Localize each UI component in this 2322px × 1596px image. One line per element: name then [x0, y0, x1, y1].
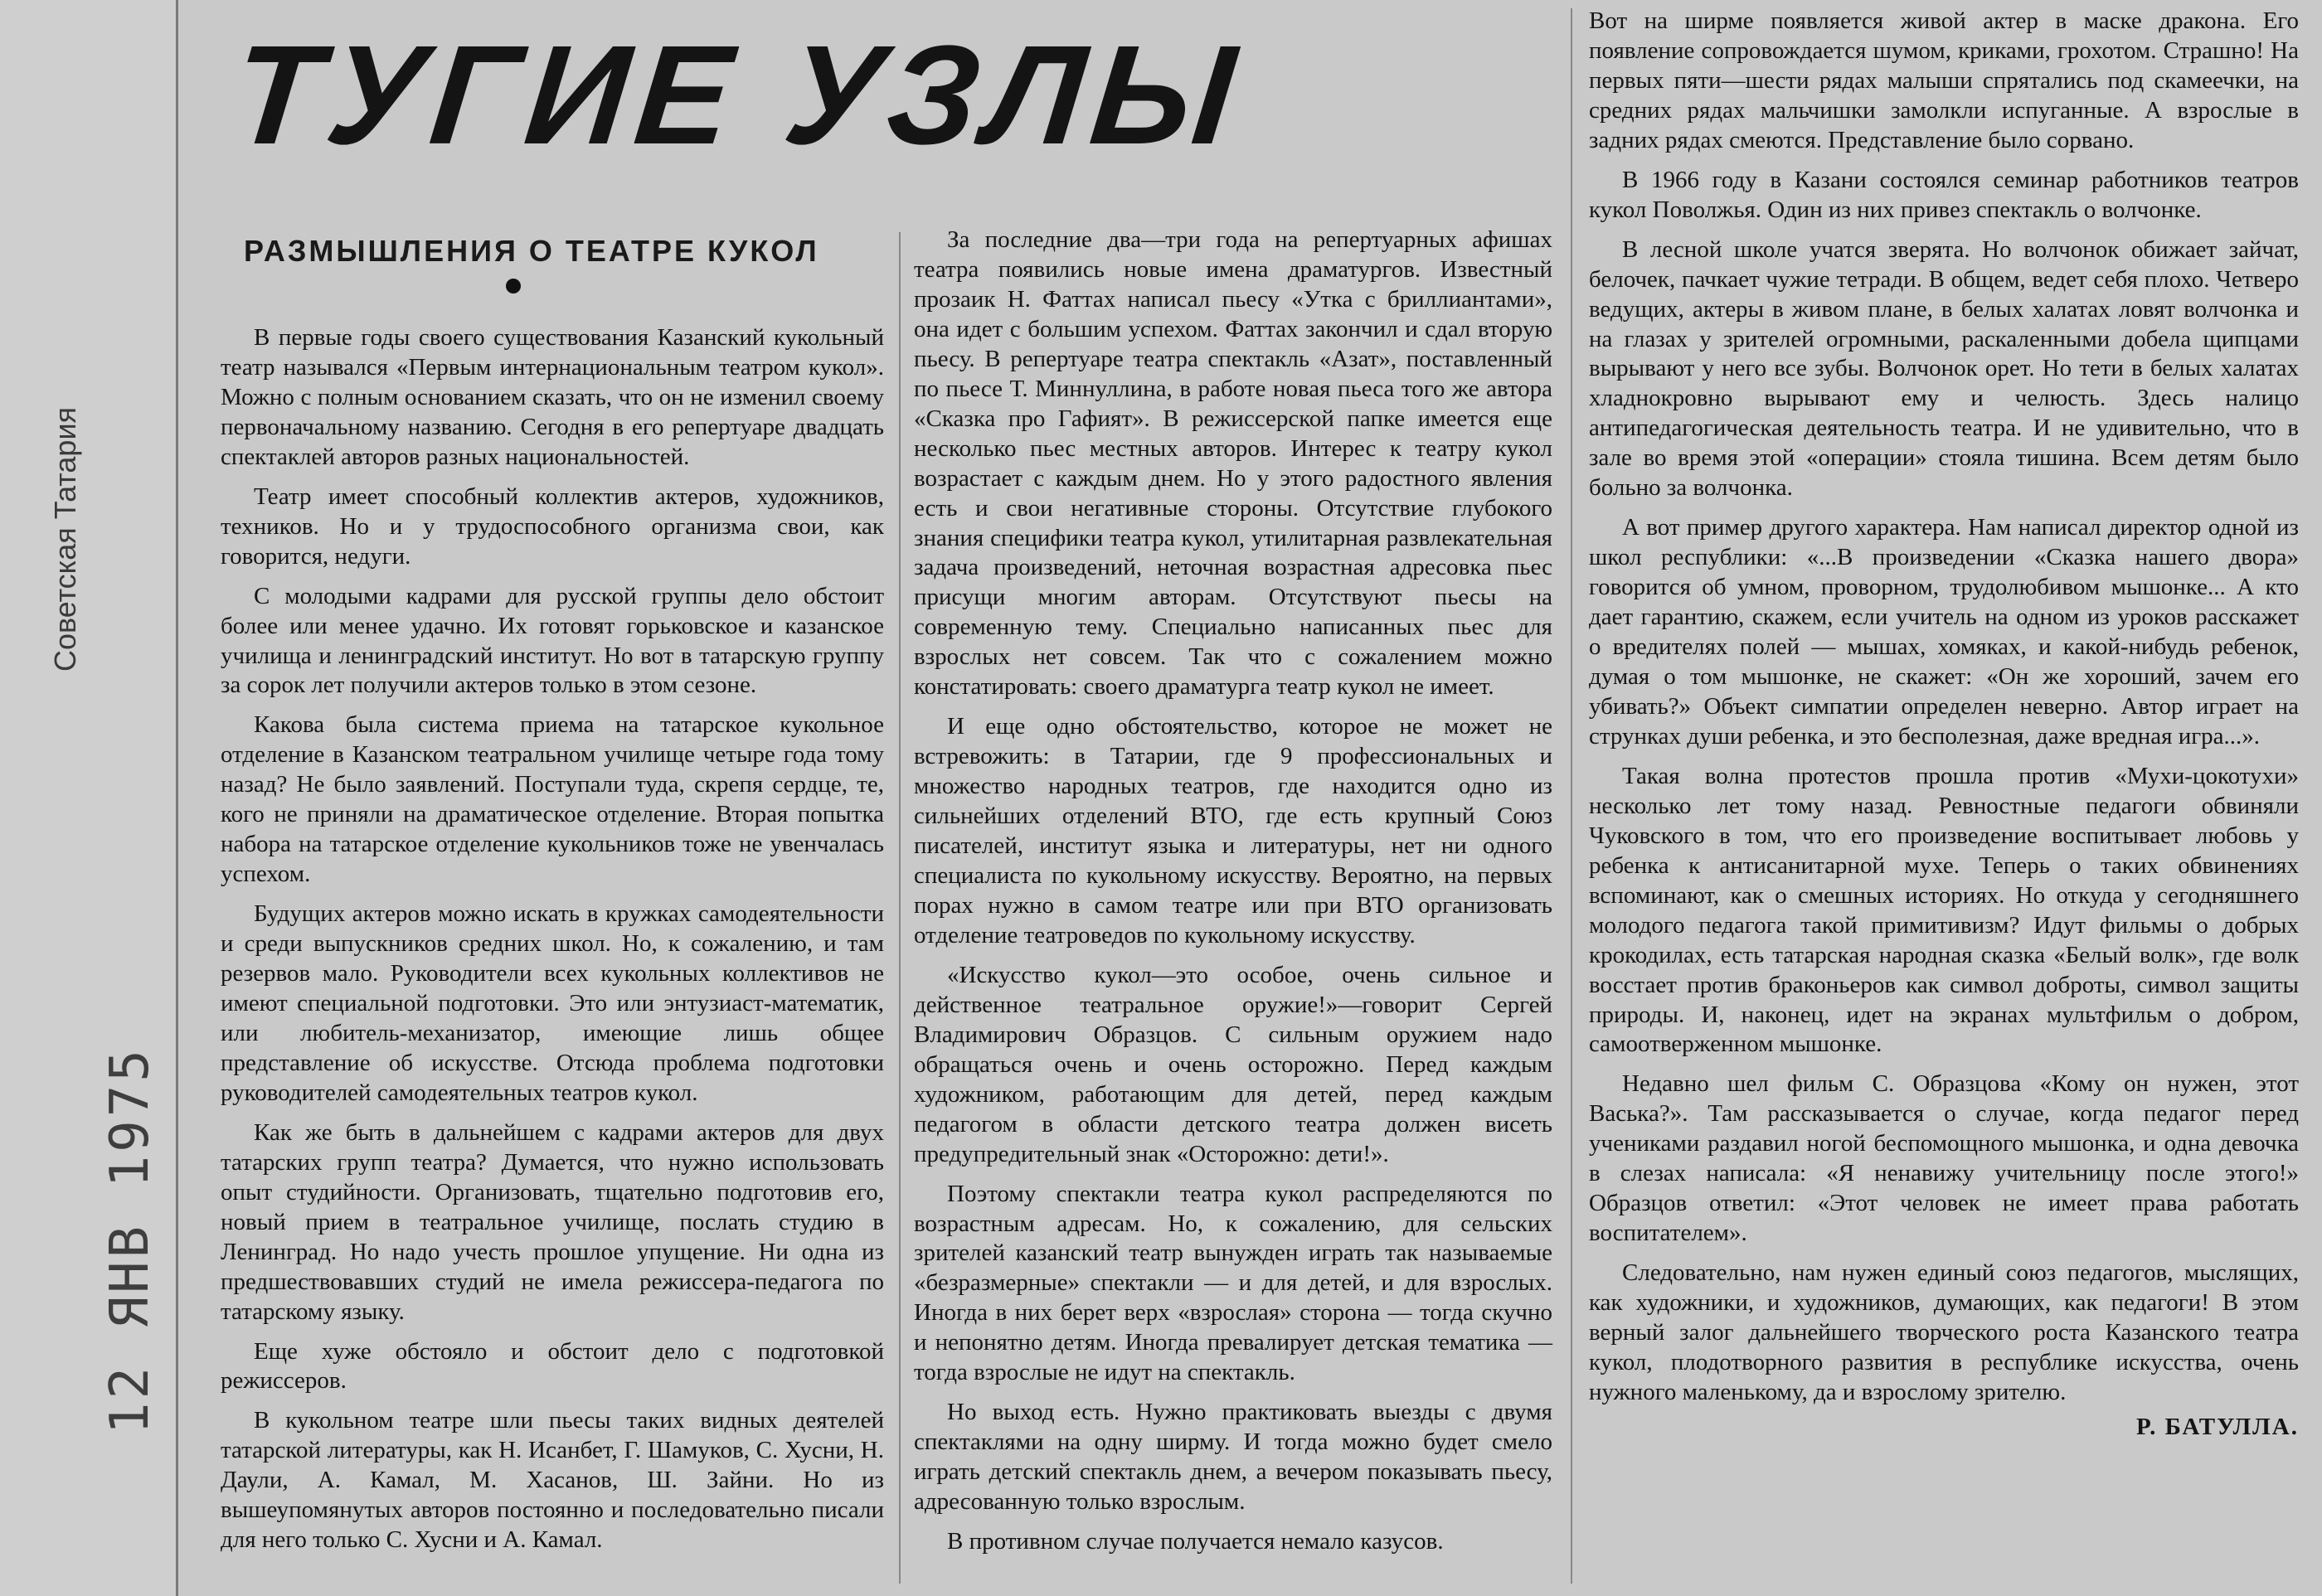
column-divider: [1571, 8, 1572, 1584]
paragraph: Вот на ширме появляется живой актер в маске дракона. Его появление сопровождается шумом, криками, грохотом. Страшно! На первых пяти—шести рядах малыши спрятались под скамеечки, на средних рядах мальчишки замолкли испуганные. А взрослые в задних рядах смеются. Представление было сорвано.: [1589, 7, 2299, 153]
author-signature: Р. БАТУЛЛА.: [2136, 1413, 2299, 1440]
paragraph: Но выход есть. Нужно практиковать выезды с двумя спектаклями на одну ширму. И тогда можно будет смело играть детский спектакль днем, а вечером показывать пьесу, адресованную только взрослым.: [914, 1399, 1552, 1516]
article: [184, 0, 2315, 1596]
bullet-dot: [506, 279, 521, 293]
column-3: [1589, 7, 2299, 1590]
clipping-margin: [0, 0, 178, 1596]
paragraph: Недавно шел фильм С. Образцова «Кому он нужен, этот Васька?». Там рассказывается о случае, когда педагог перед учениками раздавил ногой беспомощного мышонка, и одна девочка в слезах написала: «Я ненавижу учительницу после этого!» Образцов ответил: «Этот человек не имеет права работать воспитателем».: [1589, 1070, 2299, 1247]
paragraph: С молодыми кадрами для русской группы дело обстоит более или менее удачно. Их готовят горьковское и казанское училища и ленинградский институт. Но вот в татарскую группу за сорок лет получили актеров только в этом сезоне.: [221, 582, 884, 699]
paragraph: В кукольном театре шли пьесы таких видных деятелей татарской литературы, как Н. Исанбет, Г. Шамуков, С. Хусни, Н. Даули, А. Камал, М. Хасанов, Ш. Зайни. Но из вышеупомянутых авторов постоянно и последовательно писали для него только С. Хусни и А. Камал.: [221, 1407, 884, 1554]
paragraph: В первые годы своего существования Казанский кукольный театр назывался «Первым интернациональным театром кукол». Можно с полным основанием сказать, что он не изменил своему первоначальному названию. Сегодня в его репертуаре двадцать спектаклей авторов разных национальностей.: [221, 324, 884, 470]
paragraph: И еще одно обстоятельство, которое не может не встревожить: в Татарии, где 9 профессиональных и множество народных театров, где находится одно из сильнейших отделений ВТО, где есть крупный Союз писателей, институт языка и литературы, нет ни одного специалиста по кукольному искусству. Вероятно, на первых порах нужно в самом театре или при ВТО организовать отделение театроведов по кукольному искусству.: [914, 713, 1552, 948]
paragraph: За последние два—три года на репертуарных афишах театра появились новые имена драматургов. Известный прозаик Н. Фаттах написал пьесу «Утка с бриллиантами», она идет с большим успехом. Фаттах закончил и сдал вторую пьесу. В репертуаре театра спектакль «Азат», поставленный по пьесе Т. Миннуллина, в работе новая пьеса того же автора «Сказка про Гафият». В режиссерской папке имеется еще несколько пьес местных авторов. Интерес к театру кукол возрастает с каждым днем. Но у этого радостного явления есть и свои негативные стороны. Отсутствие глубокого знания специфики театра кукол, утилитарная развлекательная задача произведений, неточная возрастная адресовка пьес присущи многим авторам. Отсутствуют пьесы на современную тему. Специально написанных пьес для взрослых нет совсем. Так что с сожалением можно констатировать: своего драматурга театр кукол не имеет.: [914, 226, 1552, 701]
column-2: [914, 226, 1552, 1594]
paragraph: А вот пример другого характера. Нам написал директор одной из школ республики: «...В произведении «Сказка нашего двора» говорится об умном, проворном, трудолюбивом мышонке... А кто дает гарантию, скажем, если учитель на одном из уроков расскажет о вредителях полей — мышах, хомяках, и какой-нибудь ребенок, думая о том мышонке, не скажет: «Он же хороший, зачем его убивать?» Объект симпатии определен неверно. Автор играет на струнках души ребенка, и это бесполезная, даже вредная игра...».: [1589, 514, 2299, 749]
paragraph: Какова была система приема на татарское кукольное отделение в Казанском театральном училище четыре года тому назад? Не было заявлений. Поступали туда, скрепя сердце, те, кого не приняли на драматическое отделение. Вторая попытка набора на татарское отделение кукольников тоже не увенчалась успехом.: [221, 711, 884, 888]
paragraph: Театр имеет способный коллектив актеров, художников, техников. Но и у трудоспособного организма свои, как говорится, недуги.: [221, 483, 884, 570]
paragraph: В лесной школе учатся зверята. Но волчонок обижает зайчат, белочек, пачкает чужие тетради. В общем, ведет себя плохо. Четверо ведущих, актеры в живом плане, в белых халатах ловят волчонка и на глазах у зрителей огромными, раскаленными добела щипцами вырывают у него все зубы. Волчонок орет. Но тети в белых халатах хладнокровно вырывают ему и челюсть. Здесь налицо антипедагогическая деятельность театра. И не удивительно, что в зале во время этой «операции» стояла тишина. Всем детям было больно за волчонка.: [1589, 235, 2299, 502]
paragraph: Такая волна протестов прошла против «Мухи-цокотухи» несколько лет тому назад. Ревностные педагоги обвиняли Чуковского в том, что его произведение воспитывает любовь у ребенка к антисанитарной мухе. Теперь о таких обвинениях вспоминают, как о смешных историях. Но откуда у сегодняшнего молодого педагога такой примитивизм? Идут фильмы о добрых крокодилах, есть татарская народная сказка «Белый волк», где волк восстает против браконьеров как символ доброты, символ защиты природы. И, наконец, идет на экранах мультфильм о добром, самоотверженном мышонке.: [1589, 762, 2299, 1058]
paragraph: Как же быть в дальнейшем с кадрами актеров для двух татарских групп театра? Думается, что нужно использовать опыт студийности. Организовать, тщательно подготовив его, новый прием в театральное училище, послать студию в Ленинград. Но надо учесть прошлое упущение. Ни одна из предшествовавших студий не имела режиссера-педагога по татарскому языку.: [221, 1118, 884, 1325]
date-stamp: 12 ЯНВ 1975: [100, 1046, 161, 1434]
paragraph: В 1966 году в Казани состоялся семинар работников театров кукол Поволжья. Один из них привез спектакль о волчонке.: [1589, 166, 2299, 223]
source-stamp-text: Советская Татария: [48, 406, 82, 672]
paragraph: «Искусство кукол—это особое, очень сильное и действенное театральное оружие!»—говорит Сергей Владимирович Образцов. С сильным оружием надо обращаться очень и очень осторожно. Перед каждым художником, работающим для детей, перед каждым педагогом в области детского театра должен висеть предупредительный знак «Осторожно: дети!».: [914, 961, 1552, 1167]
subhead: РАЗМЫШЛЕНИЯ О ТЕАТРЕ КУКОЛ: [244, 234, 819, 268]
paragraph: Поэтому спектакли театра кукол распределяются по возрастным адресам. Но, к сожалению, для сельских зрителей казанский театр вынужден играть так называемые «безразмерные» спектакли — и для детей, и для взрослых. Иногда в них берет верх «взрослая» сторона — тогда скучно и непонятно детям. Иногда превалирует детская тематика — тогда взрослые не идут на спектакль.: [914, 1180, 1552, 1386]
paragraph: Еще хуже обстояло и обстоит дело с подготовкой режиссеров.: [221, 1337, 884, 1395]
paragraph: В противном случае получается немало казусов.: [947, 1528, 1444, 1555]
paragraph: Будущих актеров можно искать в кружках самодеятельности и среди выпускников средних школ. Но, к сожалению, и там резервов мало. Руководители всех кукольных коллективов не имеют специальной подготовки. Это или энтузиаст-математик, или любитель-механизатор, имеющие лишь общее представление об искусстве. Отсюда проблема подготовки руководителей самодеятельных театров кукол.: [221, 900, 884, 1106]
headline: ТУГИЕ УЗЛЫ: [226, 17, 1251, 174]
paragraph: Следовательно, нам нужен единый союз педагогов, мыслящих, как художники, и художников, думающих, как педагоги! В этом верный залог дальнейшего творческого роста Казанского театра кукол, плодотворного развития в республике искусства, очень нужного маленькому, да и взрослому зрителю.: [1589, 1259, 2299, 1405]
column-divider: [899, 232, 901, 1584]
column-1: [221, 323, 884, 1592]
